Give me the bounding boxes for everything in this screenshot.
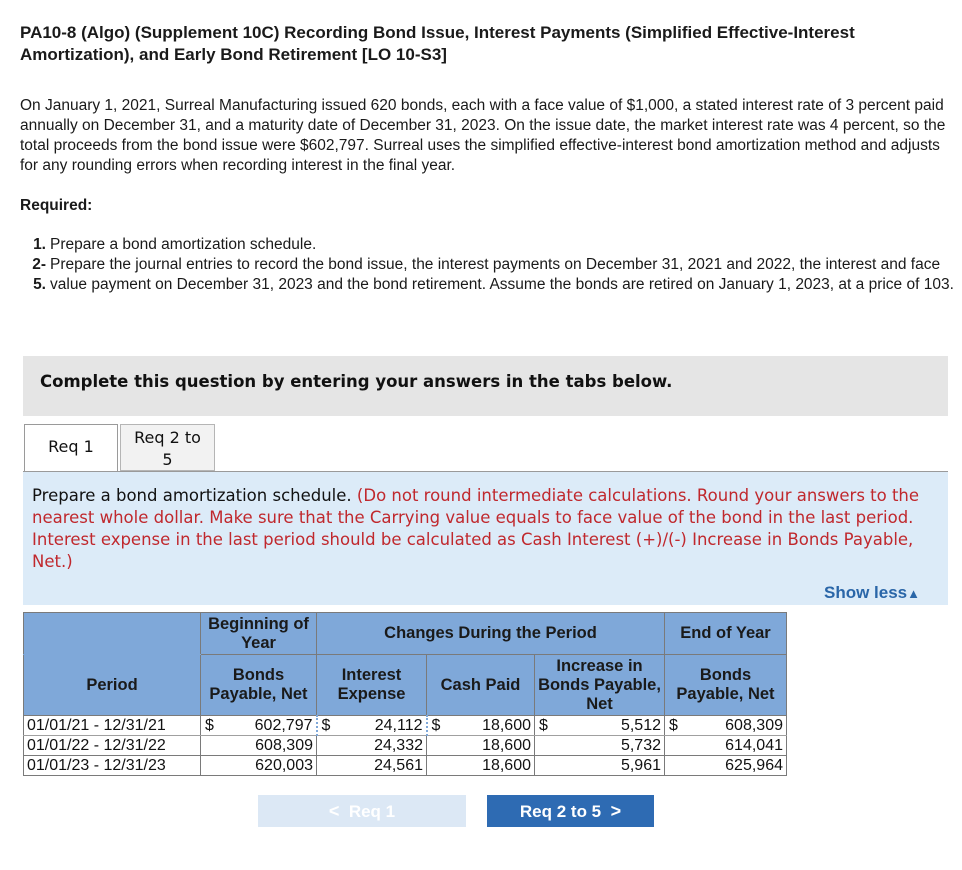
dollar-sign: $ — [205, 717, 214, 734]
tab-label-line2: 5 — [162, 450, 173, 469]
bonds-end-input[interactable]: 614,041 — [665, 736, 787, 756]
period-cell: 01/01/23 - 12/31/23 — [24, 756, 201, 776]
cell-value: 602,797 — [254, 716, 313, 734]
cell-value: 18,600 — [482, 716, 531, 734]
amortization-table — [23, 612, 787, 776]
interest-expense-input[interactable]: 24,561 — [317, 756, 427, 776]
prev-req-label: Req 1 — [348, 802, 396, 821]
table-row — [24, 756, 787, 776]
header-changes-during-period: Changes During the Period — [317, 613, 665, 655]
requirement-text: Prepare a bond amortization schedule. — [50, 236, 317, 253]
cell-value: 608,309 — [725, 716, 783, 734]
col-interest-expense: Interest Expense — [317, 655, 427, 716]
dollar-sign: $ — [539, 717, 548, 734]
requirement-2-5 — [20, 255, 954, 295]
period-cell: 01/01/22 - 12/31/22 — [24, 736, 201, 756]
chevron-left-icon: < — [328, 801, 340, 821]
bonds-end-input[interactable]: 625,964 — [665, 756, 787, 776]
increase-input[interactable]: 5,732 — [535, 736, 665, 756]
requirements-list — [20, 235, 954, 295]
triangle-up-icon: ▲ — [907, 586, 920, 601]
bonds-begin-input[interactable]: 608,309 — [201, 736, 317, 756]
table-row — [24, 716, 787, 736]
col-period: Period — [24, 655, 201, 716]
instruction-text — [32, 485, 937, 573]
requirement-number: 2-5. — [32, 256, 46, 293]
instruction-main: Prepare a bond amortization schedule. — [32, 486, 357, 505]
problem-intro: On January 1, 2021, Surreal Manufacturing issued 620 bonds, each with a face value of $1,000, a stated interest rate of 3 percent paid annually on December 31, and a maturity date of December 31, 2023. On the issue date, the market interest rate was 4 percent, so the total proceeds from the bond issue were $602,797. Surreal uses the simplified effective-interest bond amortization method and adjusts for any rounding errors when recording interest in the final year. — [20, 97, 946, 174]
header-beginning-of-year: Beginning of Year — [201, 613, 317, 655]
bonds-begin-input[interactable]: 620,003 — [201, 756, 317, 776]
col-bonds-payable-begin: Bonds Payable, Net — [201, 655, 317, 716]
requirement-text: Prepare the journal entries to record the bond issue, the interest payments on December 31, 2021 and 2022, the interest and face value payment on December 31, 2023 and the bond retirement. Assume the bonds are retired on January 1, 2023, at a price of 103. — [50, 256, 954, 293]
required-label: Required: — [20, 197, 93, 214]
tab-label-line1: Req 2 to — [134, 428, 201, 447]
instruction-panel — [23, 471, 948, 605]
dollar-sign: $ — [669, 717, 678, 734]
instruction-note: (Do not round intermediate calculations. Round your answers to the nearest whole dollar. Make sure that the Carrying value equals to face value of the bond in the last period. Interest expense in the last period should be calculated as Cash Interest (+)/(-) Increase in Bonds Payable, Net.) — [32, 486, 920, 571]
bonds-end-input[interactable] — [665, 716, 787, 736]
header-end-of-year: End of Year — [665, 613, 787, 655]
complete-banner-text: Complete this question by entering your answers in the tabs below. — [40, 372, 673, 391]
col-cash-paid: Cash Paid — [427, 655, 535, 716]
show-less-link[interactable] — [824, 583, 920, 603]
period-cell: 01/01/21 - 12/31/21 — [24, 716, 201, 736]
bonds-begin-input[interactable] — [201, 716, 317, 736]
header-blank — [24, 613, 201, 655]
increase-input[interactable] — [535, 716, 665, 736]
col-increase-bonds-payable: Increase in Bonds Payable, Net — [535, 655, 665, 716]
requirement-number: 1. — [33, 236, 46, 253]
cell-value: 24,112 — [374, 716, 423, 734]
tab-label: Req 1 — [48, 437, 94, 456]
prev-req-button[interactable] — [258, 795, 466, 827]
tab-req-2-to-5[interactable] — [120, 424, 215, 471]
cell-value: 5,512 — [620, 716, 661, 734]
interest-expense-input[interactable]: 24,332 — [317, 736, 427, 756]
show-less-label: Show less — [823, 583, 908, 602]
interest-expense-input[interactable] — [317, 716, 427, 736]
increase-input[interactable]: 5,961 — [535, 756, 665, 776]
cash-paid-input[interactable]: 18,600 — [427, 756, 535, 776]
dollar-sign: $ — [321, 717, 331, 734]
col-bonds-payable-end: Bonds Payable, Net — [665, 655, 787, 716]
requirement-1 — [20, 235, 954, 255]
table-row — [24, 736, 787, 756]
next-req-label: Req 2 to 5 — [519, 802, 602, 821]
cash-paid-input[interactable]: 18,600 — [427, 736, 535, 756]
cash-paid-input[interactable] — [427, 716, 535, 736]
tab-req-1[interactable] — [24, 424, 118, 472]
complete-banner — [23, 356, 948, 416]
next-req-button[interactable] — [487, 795, 654, 827]
chevron-right-icon: > — [610, 801, 622, 821]
problem-title: PA10-8 (Algo) (Supplement 10C) Recording Bond Issue, Interest Payments (Simplified Effective-Interest Amortization), and Early Bond Retirement [LO 10-S3] — [20, 23, 855, 64]
dollar-sign: $ — [431, 717, 441, 734]
